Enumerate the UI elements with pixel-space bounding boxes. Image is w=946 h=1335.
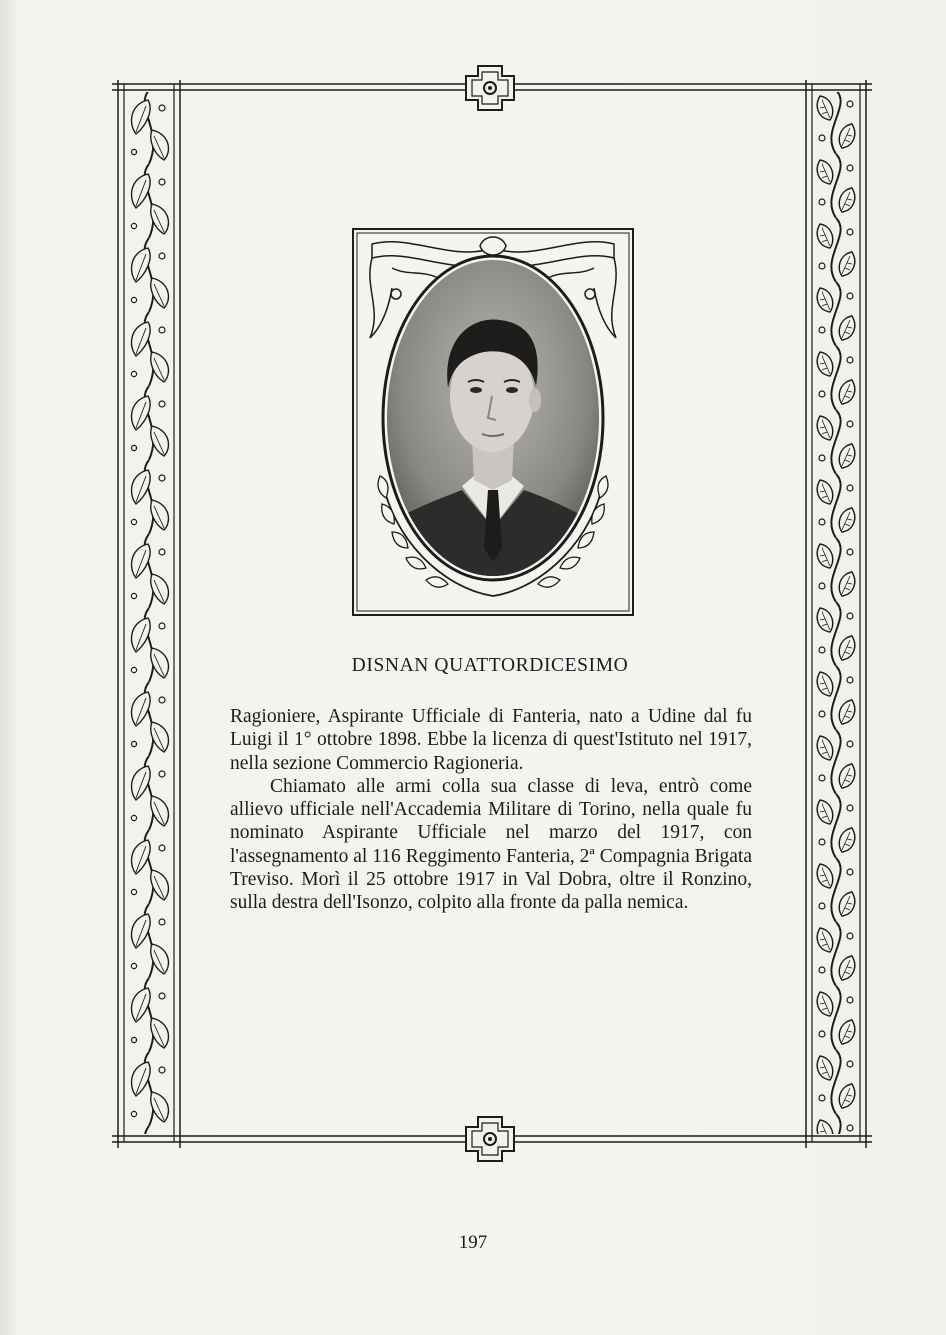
biography-text — [230, 705, 752, 915]
left-vine-ornament — [125, 92, 173, 1134]
person-name-heading: DISNAN QUATTORDICESIMO — [351, 655, 629, 676]
biography-paragraph: Chiamato alle armi colla sua classe di leva, entrò come allievo ufficiale nell'Accademia Militare di Torino, nella quale fu nominato Aspirante Ufficiale nel marzo del 1917, con l'assegnamento al 116 Reggimento Fanteria, 2ª Compagnia Brigata Treviso. Morì il 25 ottobre 1917 in Val Dobra, oltre il Ronzino, sulla destra dell'Isonzo, colpito alla fronte da palla nemica. — [230, 775, 752, 914]
cross-emblem-top — [466, 66, 514, 110]
right-vine-ornament — [813, 92, 859, 1134]
biography-paragraph: Ragioniere, Aspirante Ufficiale di Fanteria, nato a Udine dal fu Luigi il 1° ottobre 1898. Ebbe la licenza di quest'Istituto nel 1917, nella sezione Commercio Ragioneria. — [230, 706, 752, 774]
cross-emblem-bottom — [466, 1117, 514, 1161]
portrait-frame — [352, 228, 634, 616]
page-number: 197 — [458, 1232, 488, 1253]
